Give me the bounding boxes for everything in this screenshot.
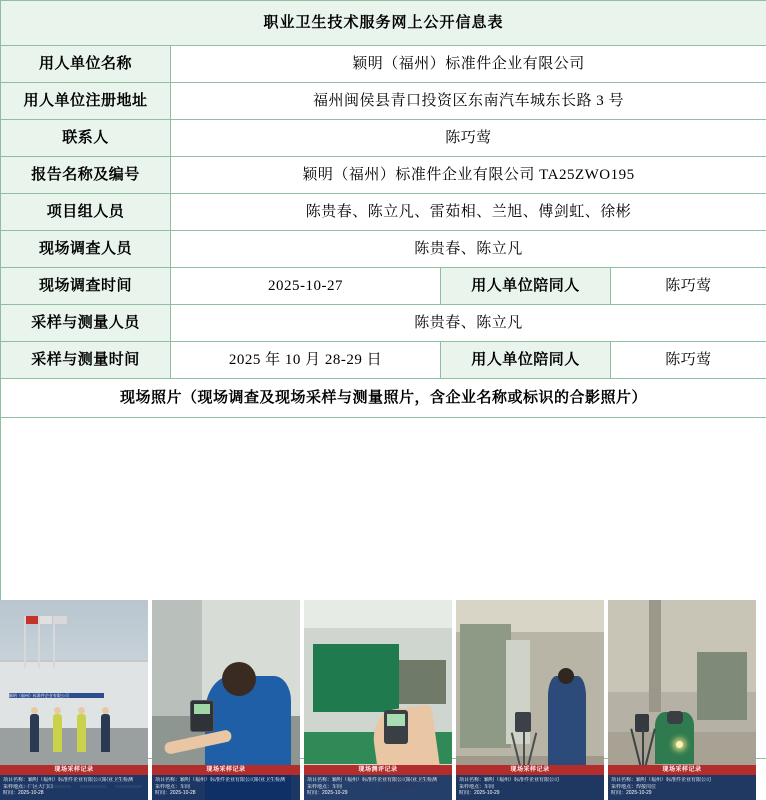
row-value-project-team: 陈贵春、陈立凡、雷茹相、兰旭、傅剑虹、徐彬	[171, 194, 766, 231]
row-label-sampling-time: 采样与测量时间	[1, 342, 171, 379]
page-title: 职业卫生技术服务网上公开信息表	[1, 1, 766, 46]
row-value-survey-time: 2025-10-27	[171, 268, 441, 305]
photo-caption-line: 项目名称：颖明（福州）标准件企业有限公司	[611, 776, 712, 783]
table-row	[1, 46, 766, 83]
row-value-survey-staff: 陈贵春、陈立凡	[171, 231, 766, 268]
row-value-sampling-staff: 陈贵春、陈立凡	[171, 305, 766, 342]
photo-caption-title: 现场采样记录	[152, 765, 300, 775]
photo-workshop-measurement[interactable]	[304, 600, 452, 800]
table-row	[1, 305, 766, 342]
row-label-project-team: 项目组人员	[1, 194, 171, 231]
site-photo-strip	[0, 600, 766, 800]
photo-caption	[456, 765, 604, 800]
photo-caption-line: 时间：2025-10-28	[155, 790, 196, 797]
table-row-photos-header	[1, 379, 766, 418]
photo-caption-line: 项目名称：颖明（福州）标准件企业有限公司	[459, 776, 560, 783]
photo-caption-line: 项目名称：颖明（福州）标准件企业有限公司职业卫生检测	[3, 776, 134, 783]
photo-caption-title: 现场测评记录	[304, 765, 452, 775]
photo-caption-line: 采样地点：车间	[459, 783, 495, 790]
measurement-device-icon	[384, 710, 408, 744]
photo-person	[30, 714, 39, 752]
row-value-report-name-number: 颖明（福州）标准件企业有限公司 TA25ZWO195	[171, 157, 766, 194]
photo-ceiling	[304, 600, 452, 628]
table-row	[1, 342, 766, 379]
photo-machine	[460, 624, 510, 748]
photo-company-banner: 颖明（福州）标准件企业有限公司	[9, 693, 104, 698]
photo-worker	[548, 676, 586, 768]
photo-caption-line: 采样地点：车间	[307, 783, 343, 790]
photo-caption-line: 采样地点：厂区大门口	[3, 783, 54, 790]
photo-worker-head	[222, 662, 256, 696]
photo-caption-line: 采样地点：焊接岗位	[611, 783, 657, 790]
row-label-survey-staff: 现场调查人员	[1, 231, 171, 268]
row-value-company-name: 颖明（福州）标准件企业有限公司	[171, 46, 766, 83]
photo-caption-line: 项目名称：颖明（福州）标准件企业有限公司职业卫生检测	[155, 776, 286, 783]
photo-column	[649, 600, 661, 712]
handheld-meter-icon	[190, 700, 214, 732]
photo-caption-title: 现场采样记录	[456, 765, 604, 775]
welding-helmet-icon	[667, 711, 683, 724]
photo-machine	[313, 644, 399, 712]
photo-caption	[0, 765, 148, 800]
photo-equipment	[697, 652, 747, 720]
table-row	[1, 157, 766, 194]
table-row	[1, 120, 766, 157]
table-row	[1, 231, 766, 268]
photo-person	[101, 714, 110, 752]
table-row	[1, 268, 766, 305]
flagpole-icon	[24, 616, 26, 668]
row-label-report-name-number: 报告名称及编号	[1, 157, 171, 194]
row-label-company-name: 用人单位名称	[1, 46, 171, 83]
photo-caption-line: 时间：2025-10-28	[3, 790, 44, 797]
flagpole-icon	[53, 616, 55, 668]
row-label-survey-time: 现场调查时间	[1, 268, 171, 305]
row-label-survey-accompany: 用人单位陪同人	[441, 268, 611, 305]
row-label-sampling-accompany: 用人单位陪同人	[441, 342, 611, 379]
table-row	[1, 83, 766, 120]
table-row	[1, 194, 766, 231]
flagpole-icon	[38, 616, 40, 668]
photo-site-sampling-group[interactable]	[0, 600, 148, 800]
photo-person	[53, 714, 62, 752]
row-label-registered-address: 用人单位注册地址	[1, 83, 171, 120]
photo-caption	[152, 765, 300, 800]
row-label-contact-person: 联系人	[1, 120, 171, 157]
row-value-sampling-accompany: 陈巧莺	[611, 342, 766, 379]
row-label-sampling-staff: 采样与测量人员	[1, 305, 171, 342]
photo-person	[77, 714, 86, 752]
photo-handheld-measurement[interactable]	[152, 600, 300, 800]
photos-section-header: 现场照片（现场调查及现场采样与测量照片，含企业名称或标识的合影照片）	[1, 379, 766, 418]
photo-factory-building	[0, 660, 148, 730]
table-row-title	[1, 1, 766, 46]
photo-caption-line: 采样地点：车间	[155, 783, 191, 790]
row-value-contact-person: 陈巧莺	[171, 120, 766, 157]
photo-caption-line: 时间：2025-10-29	[611, 790, 652, 797]
photo-caption-line: 项目名称：颖明（福州）标准件企业有限公司职业卫生检测	[307, 776, 438, 783]
row-value-registered-address: 福州闽侯县青口投资区东南汽车城东长路 3 号	[171, 83, 766, 120]
photo-caption-line: 时间：2025-10-29	[307, 790, 348, 797]
photo-tripod-sampling[interactable]	[456, 600, 604, 800]
photo-welding-sampling[interactable]	[608, 600, 756, 800]
photo-caption-line: 时间：2025-10-29	[459, 790, 500, 797]
row-value-survey-accompany: 陈巧莺	[611, 268, 766, 305]
photo-caption-title: 现场采样记录	[0, 765, 148, 775]
photo-caption	[304, 765, 452, 800]
photo-caption	[608, 765, 756, 800]
photo-caption-title: 现场采样记录	[608, 765, 756, 775]
row-value-sampling-time: 2025 年 10 月 28-29 日	[171, 342, 441, 379]
photo-machine-secondary	[399, 660, 446, 704]
sampler-head-icon	[515, 712, 531, 732]
